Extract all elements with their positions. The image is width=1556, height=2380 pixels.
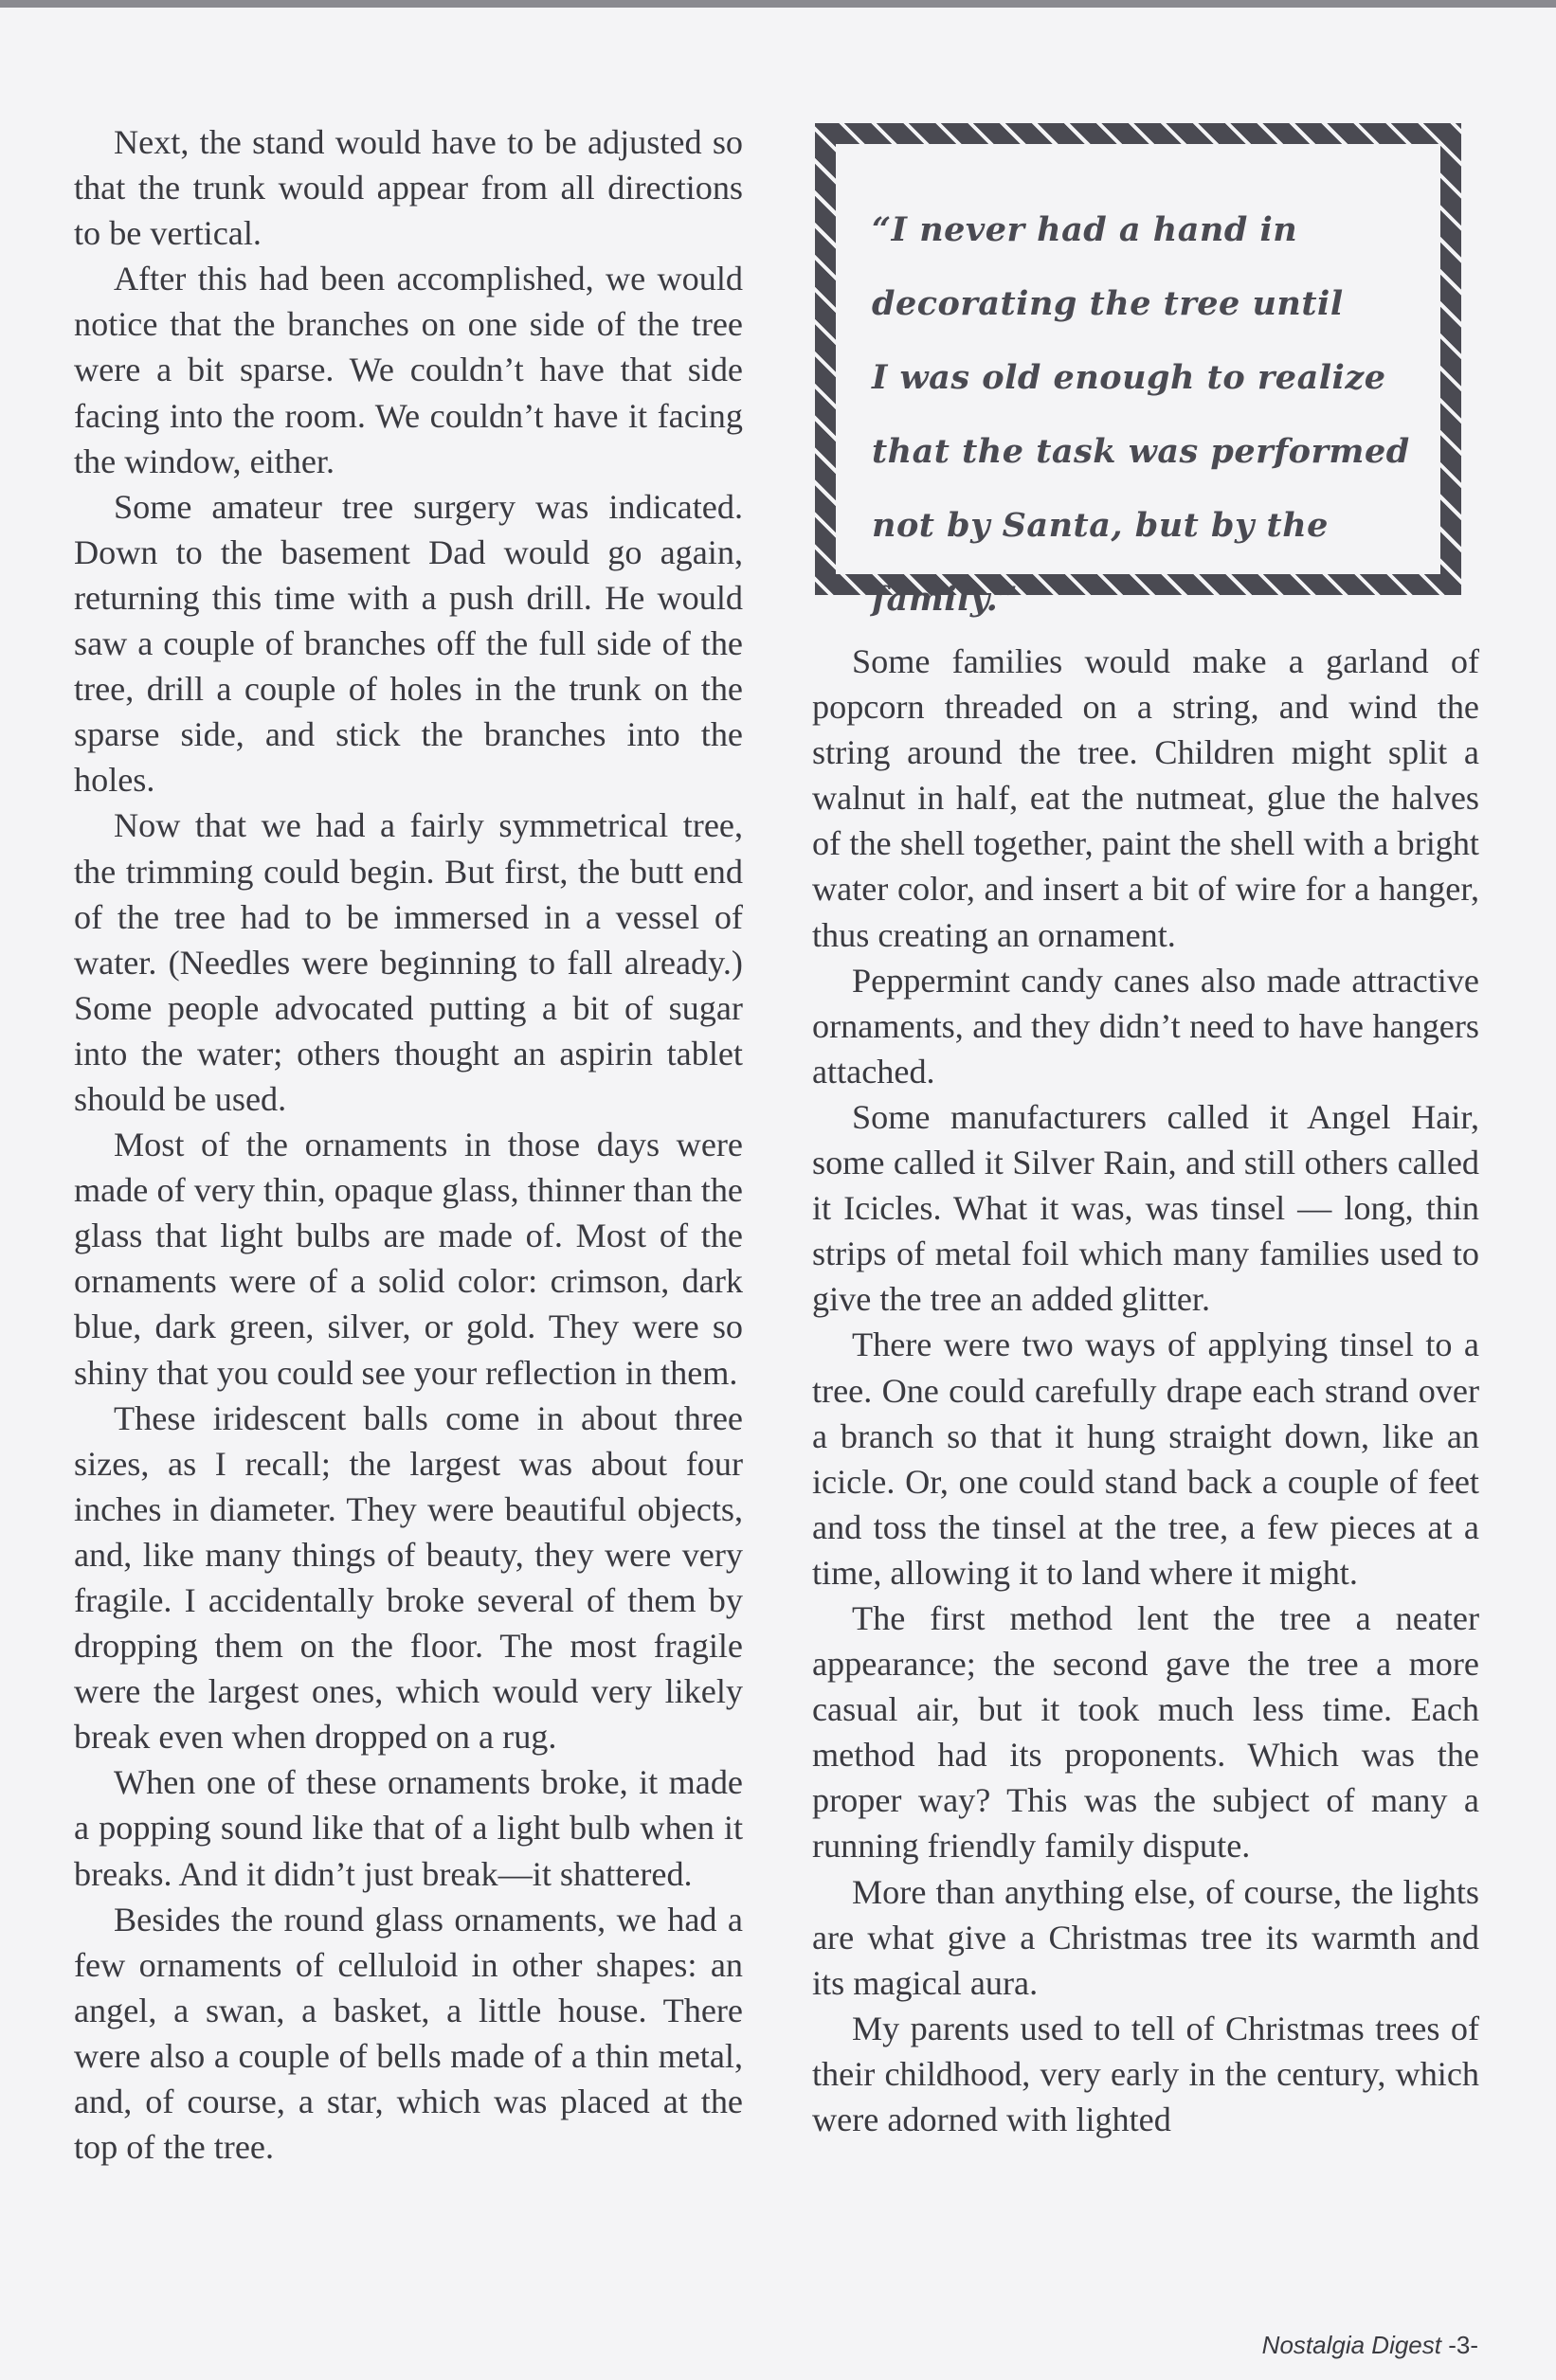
paragraph: When one of these ornaments broke, it made a popping sound like that of a light bulb when it breaks. And it didn’t just break—it shattered. <box>74 1763 743 1893</box>
paragraph: Next, the stand would have to be adjusted so that the trunk would appear from all directions to be vertical. <box>74 123 743 253</box>
paragraph: Some amateur tree surgery was indicated. Down to the basement Dad would go again, returning this time with a push drill. He would saw a couple of branches off the full side of the tree, drill a couple of holes in the trunk on the sparse side, and stick the branches into the holes. <box>74 487 743 800</box>
paragraph: Most of the ornaments in those days were made of very thin, opaque glass, thinner than the glass that light bulbs are made of. Most of the ornaments were of a solid color: crimson, dark blue, dark green, silver, or gold. They were so shiny that you could see your reflection in them. <box>74 1126 743 1392</box>
publication-name: Nostalgia Digest <box>1261 2331 1441 2359</box>
paragraph: Some families would make a garland of popcorn threaded on a string, and wind the string around the tree. Children might split a walnut in half, eat the nutmeat, glue the halves of the shell together, paint the shell with a bright water color, and insert a bit of wire for a hanger, thus creating an ornament. <box>812 642 1479 954</box>
right-column <box>812 639 1479 2142</box>
paragraph: There were two ways of applying tinsel to a tree. One could carefully drape each strand over a branch so that it hung straight down, like an icicle. Or, one could stand back a couple of feet and toss the tinsel at the tree, a few pieces at a time, allowing it to land where it might. <box>812 1325 1479 1592</box>
page-footer <box>1262 2331 1478 2360</box>
paragraph: Peppermint candy canes also made attractive ornaments, and they didn’t need to have hangers attached. <box>812 961 1479 1091</box>
pull-quote-line: not by Santa, but by the <box>872 506 1329 545</box>
paragraph: After this had been accomplished, we would notice that the branches on one side of the tree were a bit sparse. We couldn’t have that side facing into the room. We couldn’t have it facing the window, either. <box>74 260 743 480</box>
paragraph: Some manufacturers called it Angel Hair, some called it Silver Rain, and still others called it Icicles. What it was, was tinsel — long, thin strips of metal foil which many families used to give the tree an added glitter. <box>812 1097 1479 1319</box>
page-top-edge <box>0 0 1556 8</box>
pull-quote-line: family.” <box>872 580 1018 619</box>
pull-quote-line: decorating the tree until <box>872 284 1344 323</box>
paragraph: Besides the round glass ornaments, we had a few ornaments of celluloid in other shapes: an angel, a swan, a basket, a little house. There were also a couple of bells made of a thin metal, and, of course, a star, which was placed at the top of the tree. <box>74 1900 743 2167</box>
pull-quote-line: “I never had a hand in <box>872 210 1298 249</box>
page-number: -3- <box>1448 2331 1478 2359</box>
paragraph: Now that we had a fairly symmetrical tree, the trimming could begin. But first, the butt end of the tree had to be immersed in a vessel of water. (Needles were beginning to fall already.) Some people advocated putting a bit of sugar into the water; others thought an aspirin tablet should be used. <box>74 806 743 1118</box>
paragraph: More than anything else, of course, the lights are what give a Christmas tree its warmth and its magical aura. <box>812 1872 1479 2002</box>
paragraph: These iridescent balls come in about three sizes, as I recall; the largest was about four inches in diameter. They were beautiful objects, and, like many things of beauty, they were very fragile. I accidentally broke several of them by dropping them on the floor. The most fragile were the largest ones, which would very likely break even when dropped on a rug. <box>74 1398 743 1757</box>
pull-quote-line: I was old enough to realize <box>872 358 1386 397</box>
paragraph: The first method lent the tree a neater appearance; the second gave the tree a more casual air, but it took much less time. Each method had its proponents. Which was the proper way? This was the subject of many a running friendly family dispute. <box>812 1598 1479 1866</box>
paragraph: My parents used to tell of Christmas trees of their childhood, very early in the century, which were adorned with lighted <box>812 2009 1479 2138</box>
pull-quote-text <box>872 193 1421 637</box>
pull-quote-line: that the task was performed <box>872 432 1410 471</box>
pull-quote-box <box>815 123 1461 619</box>
left-column <box>74 119 743 2170</box>
